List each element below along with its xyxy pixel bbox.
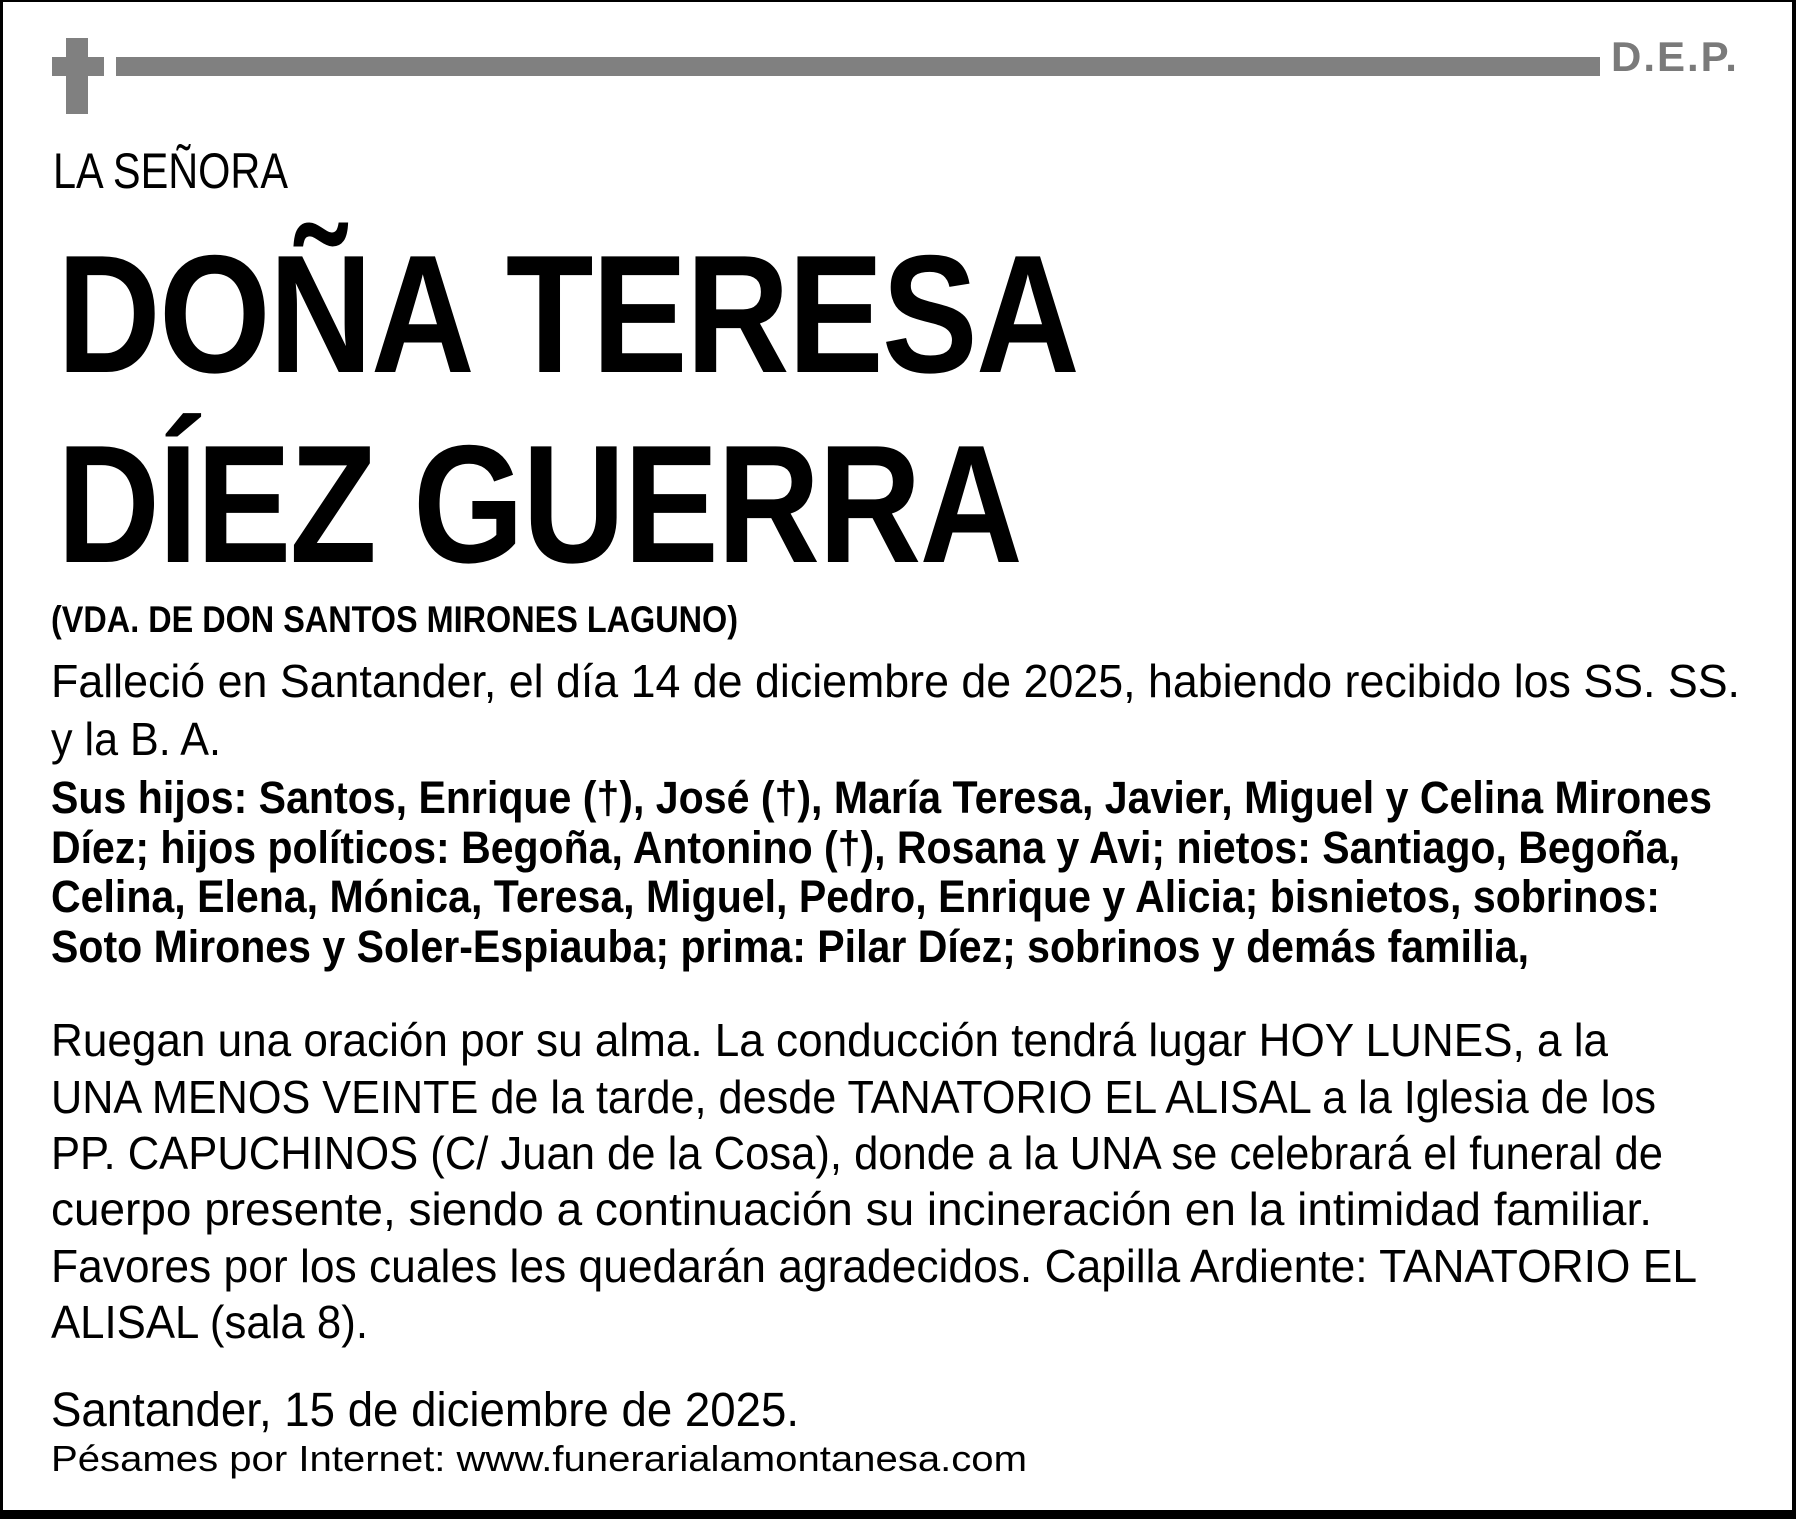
family-line: Celina, Elena, Mónica, Teresa, Miguel, Pedro, Enrique y Alicia; bisnietos, sobrinos: bbox=[51, 871, 1660, 922]
service-line: Ruegan una oración por su alma. La conducción tendrá lugar HOY LUNES, a la bbox=[51, 1014, 1608, 1066]
family-line: Sus hijos: Santos, Enrique (†), José (†), María Teresa, Javier, Miguel y Celina Mirones bbox=[51, 772, 1712, 823]
deceased-name-line-1: DOÑA TERESA bbox=[57, 220, 1078, 408]
family-line: Díez; hijos políticos: Begoña, Antonino (†), Rosana y Avi; nietos: Santiago, Begoña, bbox=[51, 822, 1680, 873]
death-notice-line: y la B. A. bbox=[51, 713, 221, 765]
place-date: Santander, 15 de diciembre de 2025. bbox=[51, 1384, 799, 1437]
cross-icon-arm bbox=[52, 57, 104, 76]
service-line: UNA MENOS VEINTE de la tarde, desde TANATORIO EL ALISAL a la Iglesia de los bbox=[51, 1071, 1656, 1123]
deceased-name-line-2: DÍEZ GUERRA bbox=[57, 410, 1021, 598]
death-notice-line: Falleció en Santander, el día 14 de diciembre de 2025, habiendo recibido los SS. SS. bbox=[51, 655, 1740, 707]
service-line: PP. CAPUCHINOS (C/ Juan de la Cosa), donde a la UNA se celebrará el funeral de bbox=[51, 1127, 1663, 1179]
service-line: Favores por los cuales les quedarán agradecidos. Capilla Ardiente: TANATORIO EL bbox=[51, 1240, 1697, 1292]
family-line: Soto Mirones y Soler-Espiauba; prima: Pilar Díez; sobrinos y demás familia, bbox=[51, 921, 1529, 972]
cross-icon bbox=[66, 38, 88, 114]
service-line: ALISAL (sala 8). bbox=[51, 1296, 368, 1348]
condolences-link[interactable]: Pésames por Internet: www.funerarialamontanesa.com bbox=[51, 1438, 1027, 1479]
header-rule bbox=[116, 57, 1600, 76]
widow-note: (VDA. DE DON SANTOS MIRONES LAGUNO) bbox=[51, 599, 738, 640]
service-line: cuerpo presente, siendo a continuación su incineración en la intimidad familiar. bbox=[51, 1183, 1652, 1235]
intro-label: LA SEÑORA bbox=[53, 143, 288, 199]
dep-label: D.E.P. bbox=[1611, 33, 1739, 80]
